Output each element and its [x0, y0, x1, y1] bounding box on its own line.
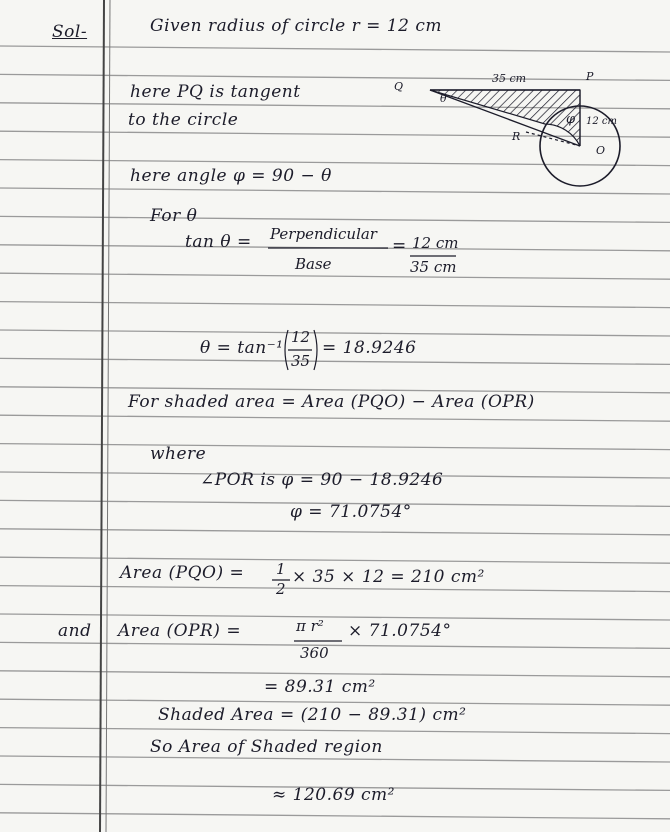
angle-line: here angle φ = 90 − θ — [130, 166, 332, 186]
area-opr-denominator: 360 — [300, 644, 329, 662]
area-opr-numerator: π r² — [296, 617, 324, 635]
area-opr-lhs: Area (OPR) = — [118, 621, 242, 641]
tan-numerator: Perpendicular — [270, 225, 377, 243]
angle-por-line: ∠POR is φ = 90 − 18.9246 — [200, 470, 444, 490]
figure-label-p: P — [586, 70, 594, 83]
figure-label-o: O — [596, 144, 606, 157]
area-opr-rhs: × 71.0754° — [348, 621, 452, 641]
tan-value-numerator: 12 cm — [412, 234, 459, 252]
conclusion-line: So Area of Shaded region — [150, 737, 383, 757]
tan-value-denominator: 35 cm — [410, 258, 457, 276]
where-label: where — [150, 444, 207, 464]
sol-label: Sol- — [52, 22, 88, 42]
area-pqo-rhs: × 35 × 12 = 210 cm² — [292, 567, 485, 587]
tan-equals: = — [392, 236, 407, 256]
tan-denominator: Base — [295, 255, 332, 273]
theta-lhs: θ = tan⁻¹ — [200, 338, 284, 358]
shaded-area-definition: For shaded area = Area (PQO) − Area (OPR) — [128, 392, 535, 412]
final-answer: ≈ 120.69 cm² — [272, 785, 395, 805]
phi-value-line: φ = 71.0754° — [290, 502, 412, 522]
figure-label-q: Q — [394, 80, 404, 93]
figure-label-12: 12 cm — [586, 116, 617, 127]
area-pqo-half-numerator: 1 — [276, 560, 286, 578]
tangent-line-2: to the circle — [128, 110, 239, 130]
area-pqo-lhs: Area (PQO) = — [120, 563, 245, 583]
tangent-line-1: here PQ is tangent — [130, 82, 301, 102]
and-label: and — [58, 621, 92, 641]
theta-fraction-numerator: 12 — [291, 328, 311, 346]
figure-label-theta: θ — [440, 92, 447, 105]
tan-lhs: tan θ = — [185, 232, 252, 252]
theta-rhs: = 18.9246 — [322, 338, 417, 358]
for-theta-line: For θ — [150, 206, 198, 226]
figure-label-35: 35 cm — [492, 72, 527, 85]
area-pqo-half-denominator: 2 — [276, 580, 286, 598]
shaded-area-calculation: Shaded Area = (210 − 89.31) cm² — [158, 705, 467, 725]
area-opr-result: = 89.31 cm² — [264, 677, 376, 697]
figure-label-r: R — [512, 130, 521, 143]
given-line: Given radius of circle r = 12 cm — [150, 16, 442, 36]
figure-label-phi: φ — [566, 112, 576, 127]
theta-fraction-denominator: 35 — [291, 352, 311, 370]
